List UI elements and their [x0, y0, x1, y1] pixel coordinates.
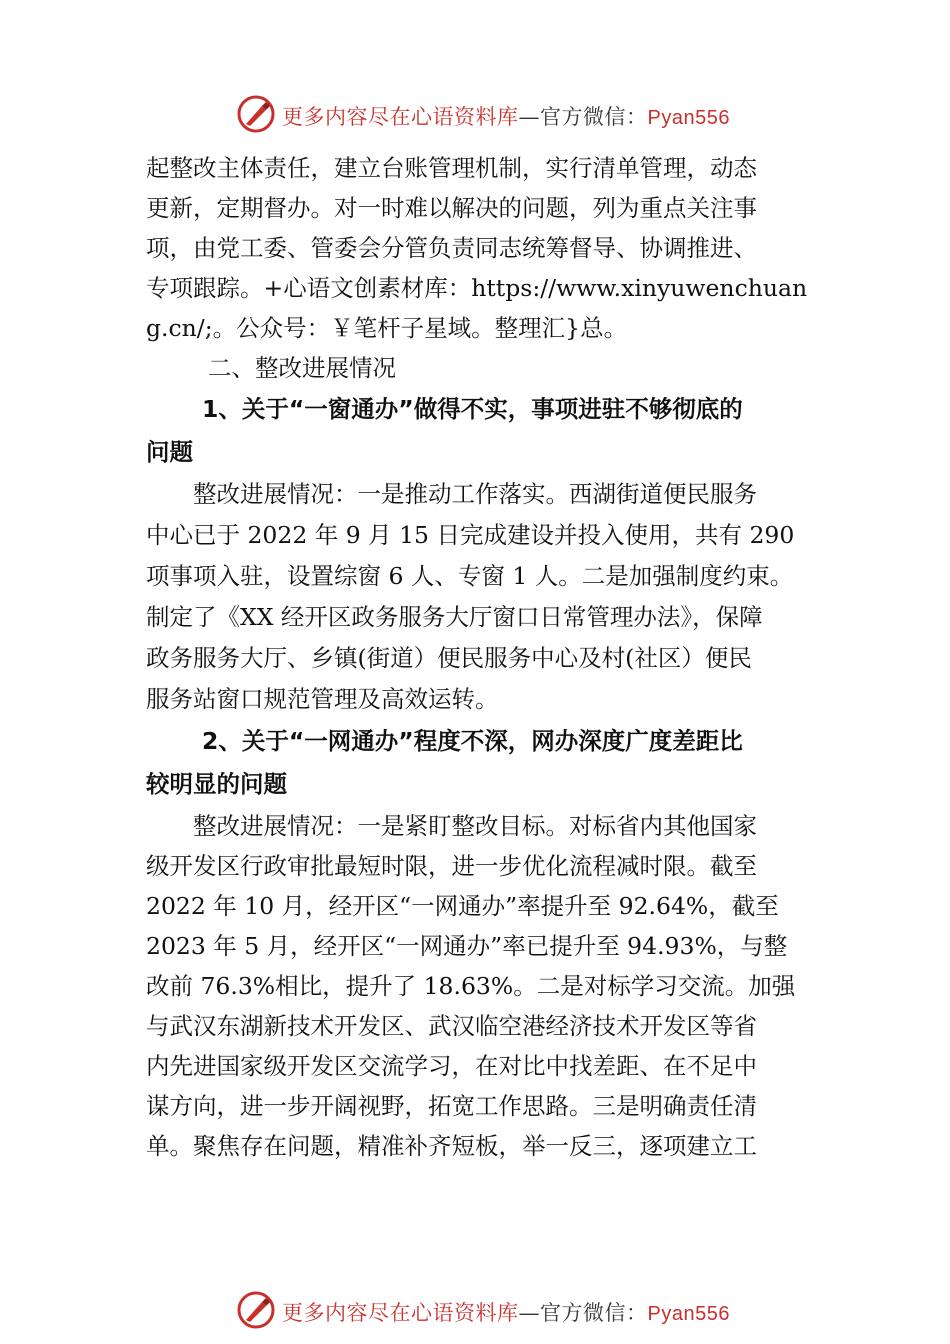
text-line: 服务站窗口规范管理及高效运转。 [146, 685, 499, 713]
document-body [146, 148, 814, 1166]
banner-wechat-label: —官方微信： [518, 105, 648, 129]
text-line: 级开发区行政审批最短时限，进一步优化流程减时限。截至 [146, 852, 757, 880]
banner-main-text: 更多内容尽在心语资料库 [282, 1301, 519, 1325]
paragraph-1 [146, 148, 814, 348]
text-line: 改前 76.3%相比，提升了 18.63%。二是对标学习交流。加强 [146, 972, 796, 1000]
pen-logo-icon [236, 94, 276, 134]
heading-2 [146, 720, 814, 806]
heading-1 [146, 388, 814, 474]
banner-wechat-id: Pyan556 [647, 1303, 730, 1325]
text-line: 起整改主体责任，建立台账管理机制，实行清单管理，动态 [146, 154, 757, 182]
pen-logo-icon [236, 1290, 276, 1330]
text-line: 政务服务大厅、乡镇(街道）便民服务中心及村(社区）便民 [146, 644, 752, 672]
banner-main-text: 更多内容尽在心语资料库 [282, 105, 519, 129]
text-line: g.cn/;。公众号：￥笔杆子星域。整理汇}总。 [146, 314, 628, 342]
text-line: 2022 年 10 月，经开区“一网通办”率提升至 92.64%，截至 [146, 892, 779, 920]
text-line: 单。聚焦存在问题，精准补齐短板，举一反三，逐项建立工 [146, 1132, 757, 1160]
text-line: 整改进展情况：一是推动工作落实。西湖街道便民服务 [193, 480, 757, 508]
section-title: 二、整改进展情况 [208, 354, 396, 382]
text-line: 专项跟踪。+心语文创素材库：https://www.xinyuwenchuan [146, 274, 808, 302]
text-line: 整改进展情况：一是紧盯整改目标。对标省内其他国家 [193, 812, 757, 840]
text-line: 中心已于 2022 年 9 月 15 日完成建设并投入使用，共有 290 [146, 521, 795, 549]
banner-wechat-label: —官方微信： [518, 1301, 648, 1325]
text-line: 制定了《XX 经开区政务服务大厅窗口日常管理办法》，保障 [146, 603, 763, 631]
text-line: 更新，定期督办。对一时难以解决的问题，列为重点关注事 [146, 194, 757, 222]
paragraph-3 [146, 806, 814, 1166]
text-line: 项，由党工委、管委会分管负责同志统筹督导、协调推进、 [146, 234, 757, 262]
heading-line: 较明显的问题 [146, 770, 287, 798]
footer-banner [0, 1288, 950, 1332]
paragraph-2 [146, 474, 814, 720]
heading-line: 2、关于“一网通办”程度不深，网办深度广度差距比 [202, 727, 743, 755]
text-line: 与武汉东湖新技术开发区、武汉临空港经济技术开发区等省 [146, 1012, 757, 1040]
text-line: 谋方向，进一步开阔视野，拓宽工作思路。三是明确责任清 [146, 1092, 757, 1120]
text-line: 内先进国家级开发区交流学习，在对比中找差距、在不足中 [146, 1052, 757, 1080]
banner-text [282, 101, 730, 131]
text-line: 2023 年 5 月，经开区“一网通办”率已提升至 94.93%，与整 [146, 932, 788, 960]
text-line: 项事项入驻，设置综窗 6 人、专窗 1 人。二是加强制度约束。 [146, 562, 794, 590]
heading-line: 问题 [146, 438, 193, 466]
heading-line: 1、关于“一窗通办”做得不实，事项进驻不够彻底的 [202, 395, 743, 423]
banner-wechat-id: Pyan556 [647, 107, 730, 129]
banner-text [282, 1297, 730, 1327]
header-banner [0, 92, 950, 136]
